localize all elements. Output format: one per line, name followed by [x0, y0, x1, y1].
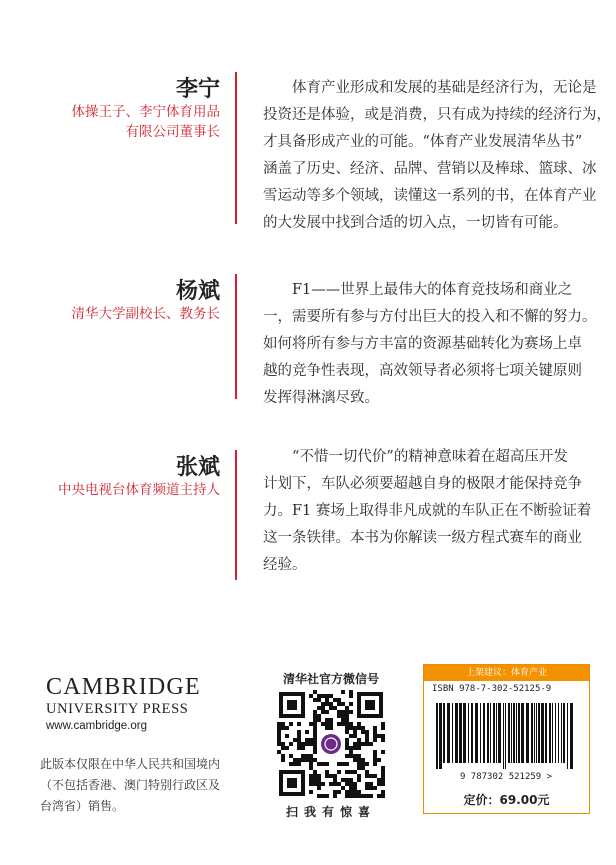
isbn-panel [423, 664, 590, 814]
barcode [432, 701, 581, 781]
wechat-title: 清华社官方微信号 [282, 672, 379, 686]
quote-line: “不惜一切代价”的精神意味着在超高压开发 [292, 449, 568, 465]
wechat-footer: 扫我有惊喜 [285, 805, 376, 819]
endorsement-quote [263, 277, 597, 412]
quote-line: 经验。 [263, 557, 307, 573]
publisher-title: CAMBRIDGE [46, 674, 201, 700]
endorser-role-line: 清华大学副校长、教务长 [71, 306, 220, 322]
endorser-role [20, 102, 220, 142]
endorser-role-line: 有限公司董事长 [125, 124, 220, 140]
quote-line: 如何将所有参与方丰富的资源基础转化为赛场上卓 [263, 336, 582, 352]
quote-line: 雪运动等多个领域，读懂这一系列的书，在体育产业 [263, 188, 597, 204]
notice-line: （不包括香港、澳门特别行政区及 [40, 778, 221, 792]
shelving-category: 上架建议：体育产业 [424, 665, 589, 681]
quote-line: 涵盖了历史、经济、品牌、营销以及棒球、篮球、冰 [263, 161, 597, 177]
endorsement-quote [263, 75, 611, 237]
barcode-digits: 9 787302 521259 > [459, 772, 553, 781]
endorsement-quote [263, 444, 591, 579]
endorser-role [20, 480, 220, 500]
price: 定价：69.00元 [463, 793, 550, 807]
endorser-role-line: 中央电视台体育频道主持人 [58, 482, 220, 498]
red-divider [235, 72, 237, 224]
endorser-role-line: 体操王子、李宁体育用品 [71, 104, 220, 120]
red-divider [235, 274, 237, 399]
endorser-role [20, 304, 220, 324]
publisher-subtitle: UNIVERSITY PRESS [46, 701, 189, 717]
notice-line: 此版本仅限在中华人民共和国境内 [40, 757, 221, 771]
distribution-notice [40, 754, 220, 817]
notice-line: 台湾省）销售。 [40, 799, 125, 813]
endorser-name: 张斌 [175, 455, 220, 480]
quote-line: 发挥得淋漓尽致。 [263, 390, 379, 406]
quote-line: 投资还是体验，或是消费，只有成为持续的经济行为， [263, 107, 611, 123]
quote-line: 体育产业形成和发展的基础是经济行为，无论是 [292, 80, 597, 96]
quote-line: 才具备形成产业的可能。“体育产业发展清华丛书” [263, 134, 583, 150]
publisher-url: www.cambridge.org [46, 720, 147, 732]
red-divider [235, 450, 237, 580]
quote-line: 计划下，车队必须要超越自身的极限才能保持竞争 [263, 476, 582, 492]
endorser-name: 杨斌 [175, 279, 220, 304]
quote-line: 越的竞争性表现，高效领导者必须将七项关键原则 [263, 363, 582, 379]
cambridge-logo [46, 675, 201, 734]
endorser-name: 李宁 [175, 77, 220, 102]
isbn-number: ISBN 978-7-302-52125-9 [432, 684, 552, 694]
quote-line: 力。F1 赛场上取得非凡成就的车队正在不断验证着 [263, 503, 592, 519]
quote-line: F1——世界上最伟大的体育竞技场和商业之 [292, 282, 573, 298]
quote-line: 一，需要所有参与方付出巨大的投入和不懈的努力。 [263, 309, 597, 325]
quote-line: 这一条铁律。本书为你解读一级方程式赛车的商业 [263, 530, 582, 546]
quote-line: 的大发展中找到合适的切入点，一切皆有可能。 [263, 215, 568, 231]
wechat-qr-code [277, 690, 385, 798]
